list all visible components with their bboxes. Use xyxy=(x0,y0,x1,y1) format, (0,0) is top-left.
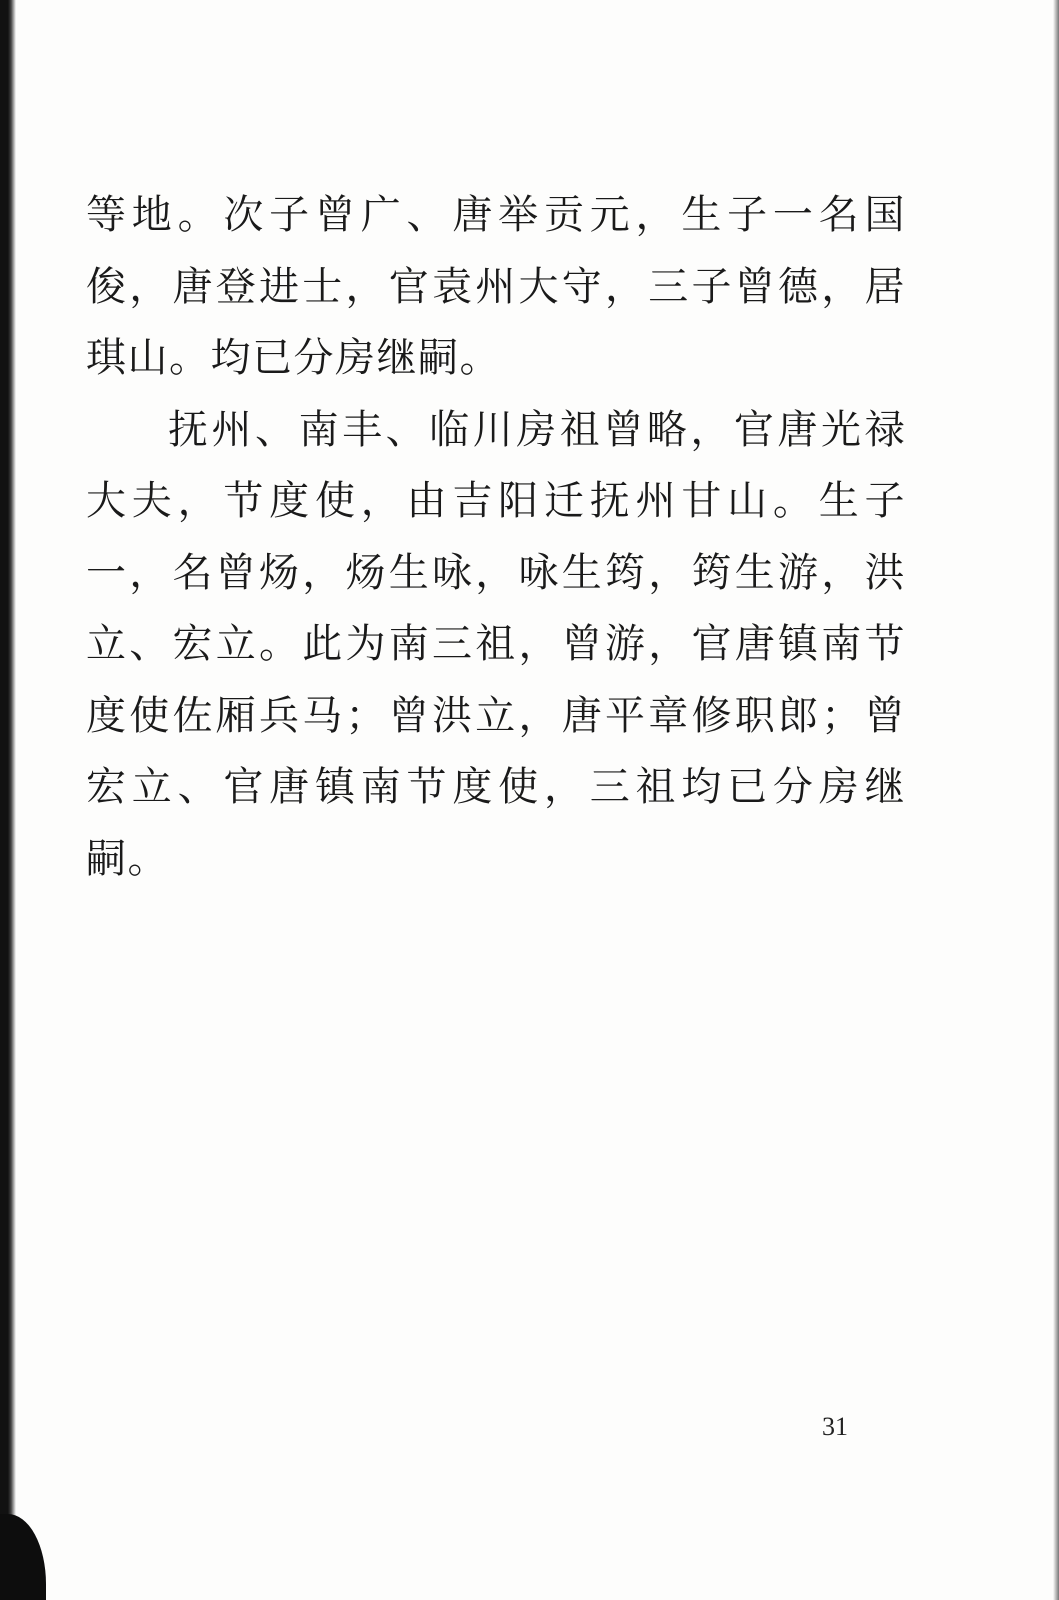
body-text xyxy=(86,180,906,895)
page-number: 31 xyxy=(822,1412,848,1441)
scan-shadow-left xyxy=(0,0,16,1600)
scan-corner-blot xyxy=(0,1514,46,1600)
paragraph-fuzhou-lineage: 抚州、南丰、临川房祖曾略，官唐光禄大夫，节度使，由吉阳迁抚州甘山。生子一，名曾炀，炀生咏，咏生筠，筠生游，洪立、宏立。此为南三祖，曾游，官唐镇南节度使佐厢兵马；曾洪立，唐平章修职郎；曾宏立、官唐镇南节度使，三祖均已分房继嗣。 xyxy=(86,406,906,882)
paragraph-continued: 等地。次子曾广、唐举贡元，生子一名国俊，唐登进士，官袁州大守，三子曾德，居琪山。均已分房继嗣。 xyxy=(86,192,906,381)
scan-shadow-right xyxy=(1053,0,1059,1600)
